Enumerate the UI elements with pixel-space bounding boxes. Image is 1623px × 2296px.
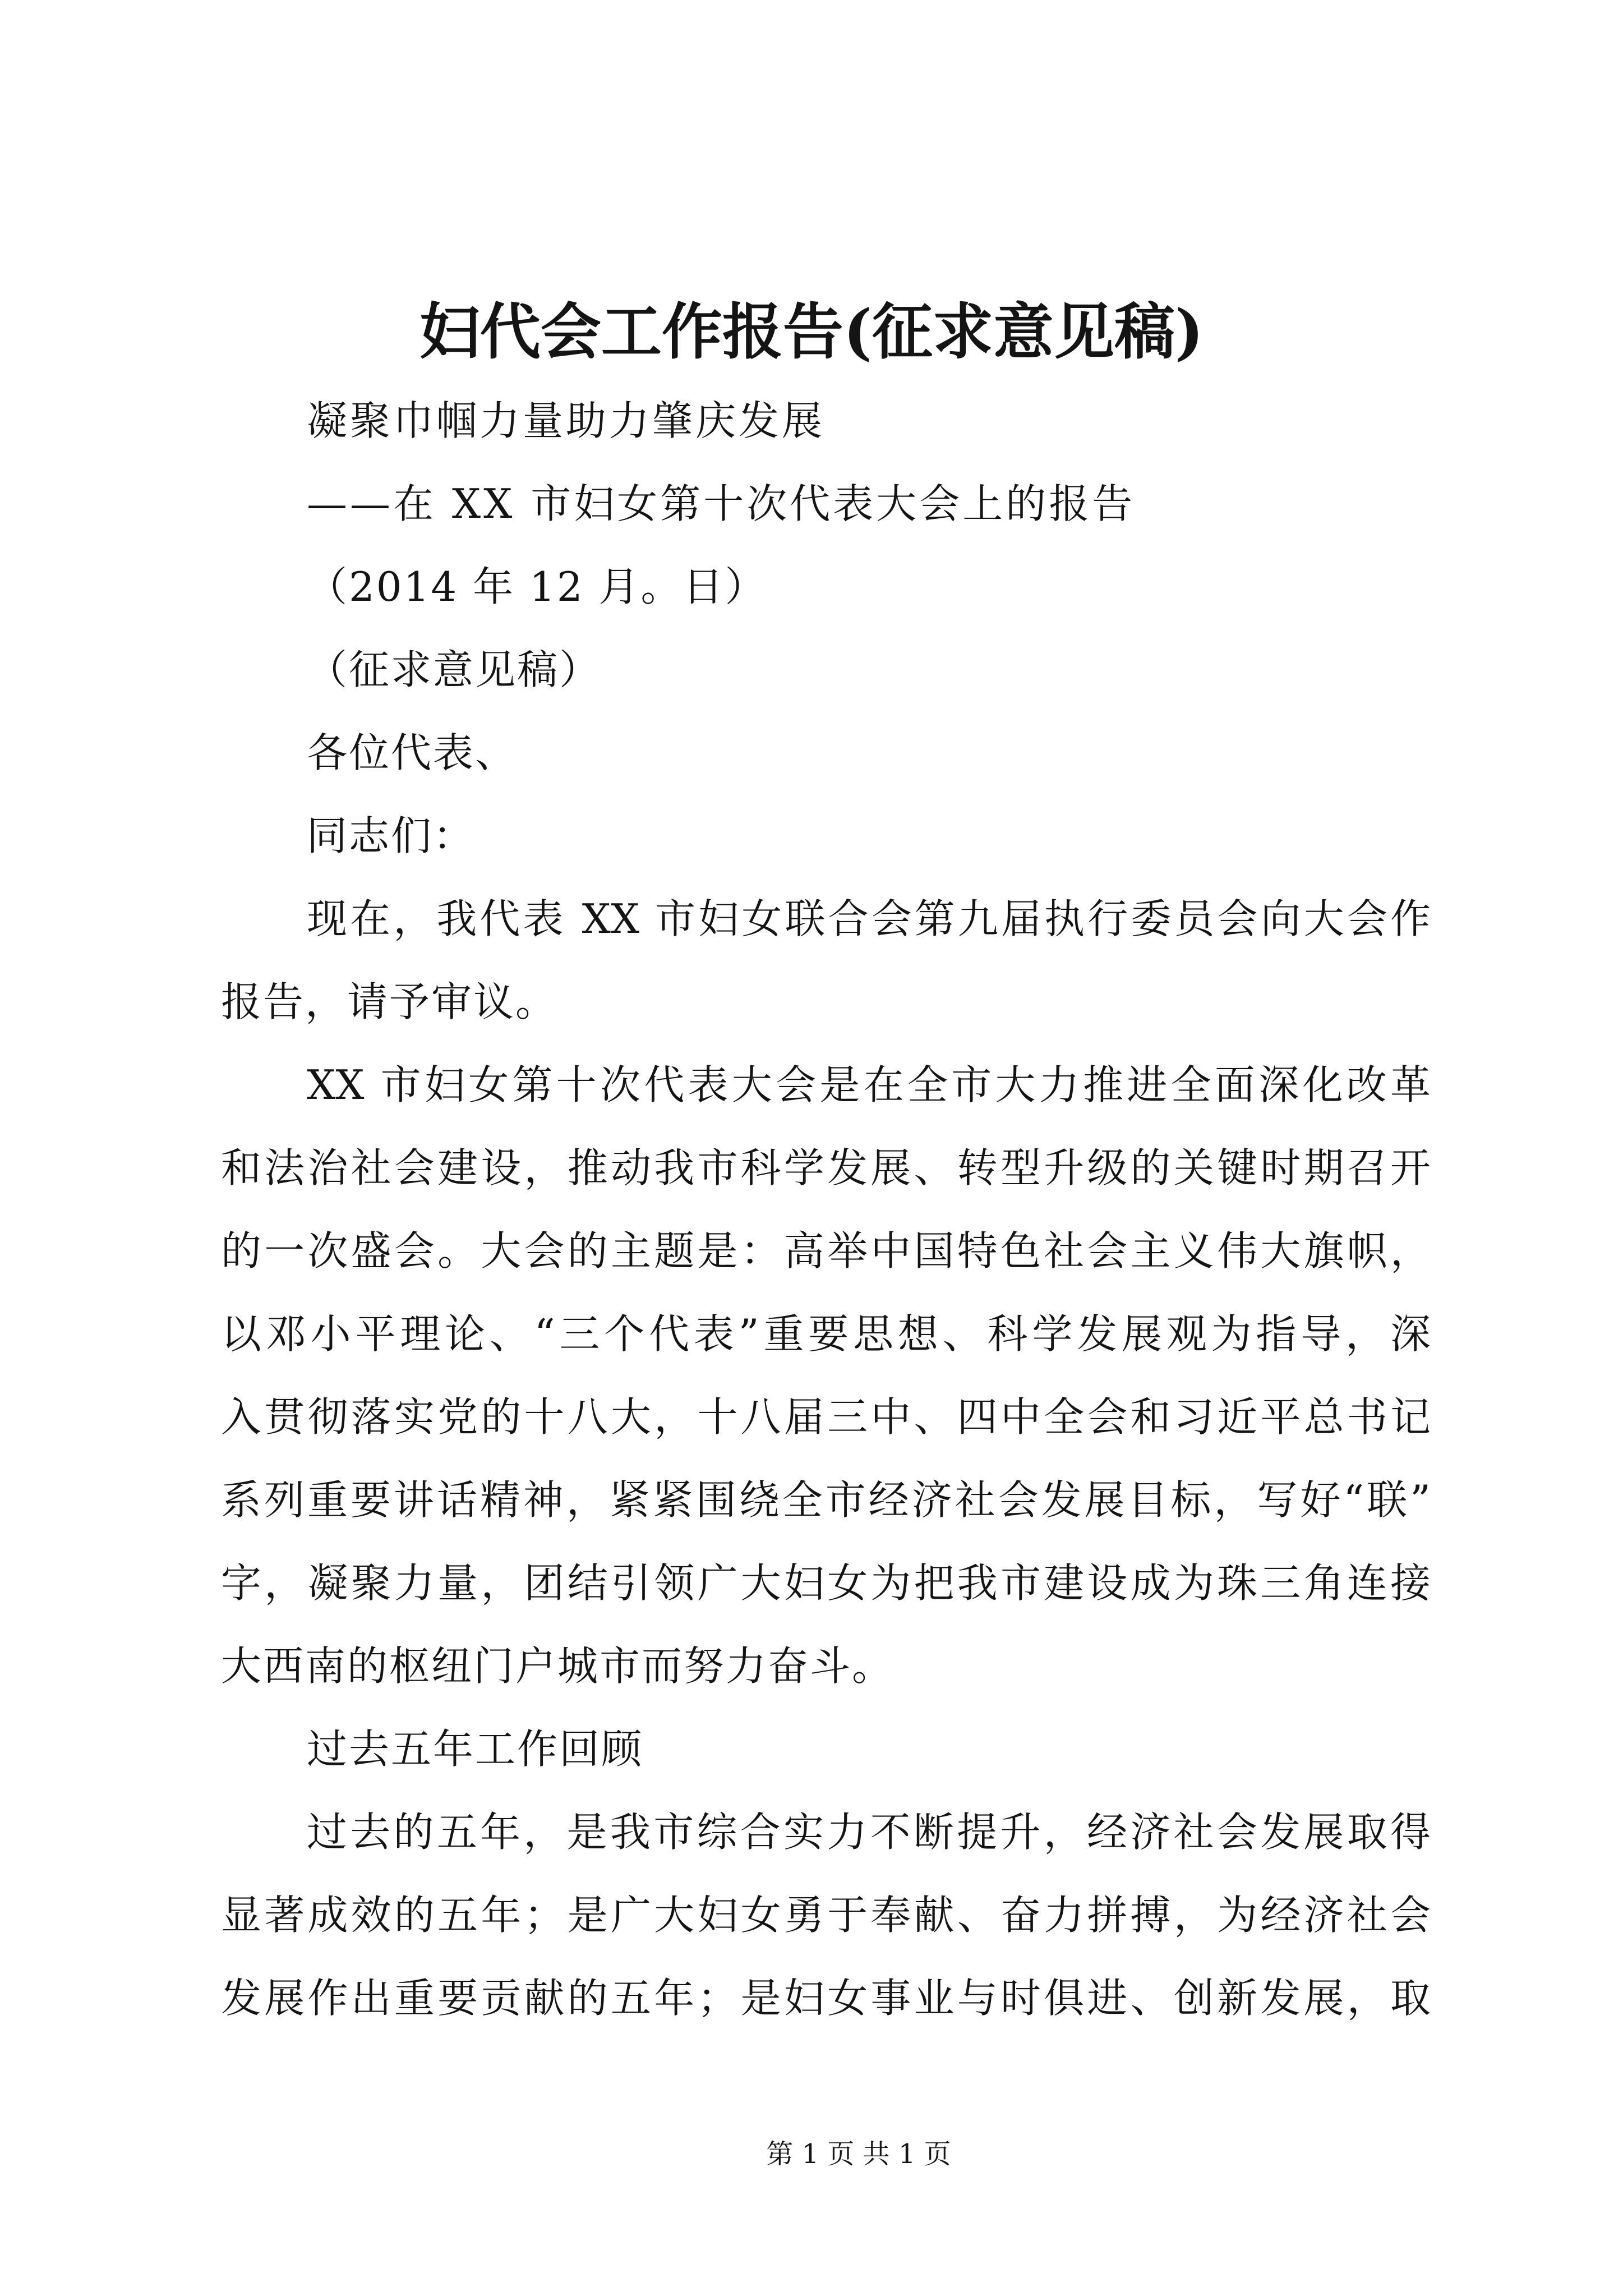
date-line: （2014 年 12 月。日） bbox=[307, 563, 767, 610]
section-heading: 过去五年工作回顾 bbox=[307, 1726, 644, 1773]
paragraph-line: 发展作出重要贡献的五年；是妇女事业与时俱进、创新发展，取 bbox=[221, 1975, 1431, 2022]
paragraph-line: XX 市妇女第十次代表大会是在全市大力推进全面深化改革 bbox=[307, 1061, 1431, 1108]
paragraph-line: 过去的五年，是我市综合实力不断提升，经济社会发展取得 bbox=[307, 1809, 1431, 1856]
salutation-line: 同志们： bbox=[307, 812, 476, 859]
paragraph-line: 报告，请予审议。 bbox=[221, 978, 558, 1025]
subtitle-line: ——在 XX 市妇女第十次代表大会上的报告 bbox=[307, 480, 1136, 527]
document-body bbox=[221, 379, 1431, 2040]
doc-title: 妇代会工作报告(征求意见稿) bbox=[419, 297, 1204, 367]
paragraph-line: 现在，我代表 XX 市妇女联合会第九届执行委员会向大会作 bbox=[307, 895, 1431, 942]
paragraph-line: 字，凝聚力量，团结引领广大妇女为把我市建设成为珠三角连接 bbox=[221, 1559, 1431, 1607]
page-footer: 第 1 页 共 1 页 bbox=[766, 2138, 951, 2170]
paragraph-line: 显著成效的五年；是广大妇女勇于奉献、奋力拼搏，为经济社会 bbox=[221, 1892, 1431, 1939]
draft-note: （征求意见稿） bbox=[307, 646, 602, 693]
paragraph-line: 的一次盛会。大会的主题是：高举中国特色社会主义伟大旗帜， bbox=[221, 1227, 1431, 1274]
salutation-line: 各位代表、 bbox=[307, 729, 518, 776]
paragraph-line: 大西南的枢纽门户城市而努力奋斗。 bbox=[221, 1642, 895, 1690]
paragraph-line: 入贯彻落实党的十八大，十八届三中、四中全会和习近平总书记 bbox=[221, 1393, 1431, 1441]
paragraph-line: 和法治社会建设，推动我市科学发展、转型升级的关键时期召开 bbox=[221, 1144, 1431, 1191]
theme-line: 凝聚巾帼力量助力肇庆发展 bbox=[307, 397, 826, 444]
paragraph-line: 以邓小平理论、“三个代表”重要思想、科学发展观为指导，深 bbox=[221, 1310, 1431, 1358]
paragraph-line: 系列重要讲话精神，紧紧围绕全市经济社会发展目标，写好“联” bbox=[221, 1476, 1431, 1524]
